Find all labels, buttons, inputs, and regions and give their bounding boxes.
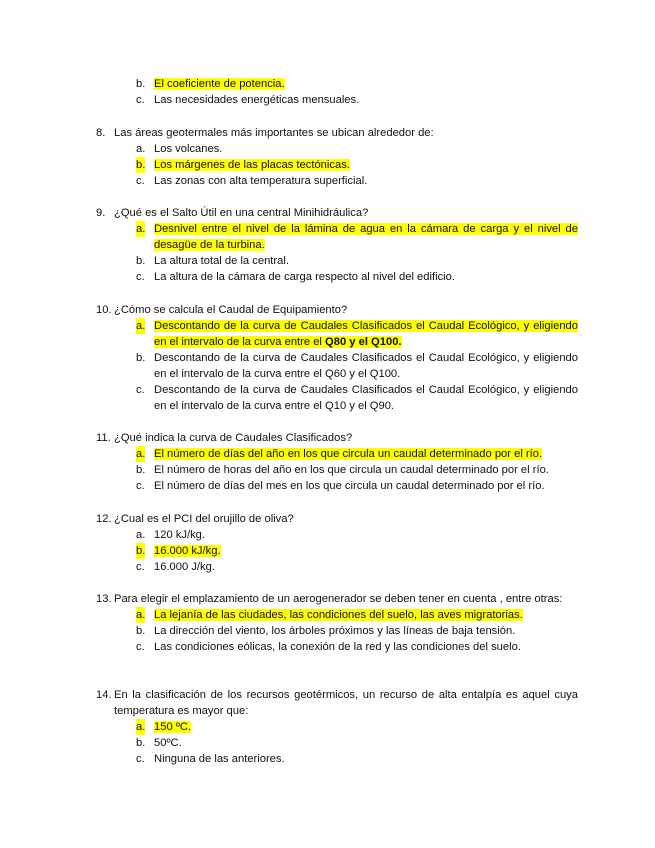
highlighted-answer: Descontando de la curva de Caudales Clasificados el Caudal Ecológico, y eligiendo en el intervalo de la curva entre el Q80 y el Q100. xyxy=(154,320,578,348)
highlighted-answer: El coeficiente de potencia. xyxy=(154,78,285,90)
option-c: c. Las condiciones eólicas, la conexión de la red y las condiciones del suelo. xyxy=(136,641,521,653)
question-7-continuation xyxy=(96,76,578,108)
option-a: a. Los volcanes. xyxy=(136,143,223,155)
question-text: 11. ¿Qué indica la curva de Caudales Clasificados? xyxy=(96,432,353,444)
question-text: 13. Para elegir el emplazamiento de un aerogenerador se deben tener en cuenta , entre otras: xyxy=(96,593,563,605)
question-text: 14. En la clasificación de los recursos geotérmicos, un recurso de alta entalpía es aquel cuya temperatura es mayor que: xyxy=(96,689,578,717)
option-b: b. El coeficiente de potencia. xyxy=(136,78,285,90)
option-c: c. Descontando de la curva de Caudales Clasificados el Caudal Ecológico, y eligiendo en el intervalo de la curva entre el Q10 y el Q90. xyxy=(136,384,578,412)
option-b: b. La dirección del viento, los árboles próximos y las líneas de baja tensión. xyxy=(136,625,516,637)
highlighted-answer: Desnivel entre el nivel de la lámina de agua en la cámara de carga y el nivel de desagüe de la turbina. xyxy=(154,223,578,251)
highlighted-answer: 150 ºC. xyxy=(154,721,192,733)
highlighted-answer: Los márgenes de las placas tectónicas. xyxy=(154,159,350,171)
option-b: b. Descontando de la curva de Caudales Clasificados el Caudal Ecológico, y eligiendo en el intervalo de la curva entre el Q60 y el Q100. xyxy=(136,352,578,380)
option-b: b. La altura total de la central. xyxy=(136,255,289,267)
option-a: a. La lejanía de las ciudades, las condiciones del suelo, las aves migratorias. xyxy=(136,609,523,621)
question-11 xyxy=(96,430,578,494)
option-c: c. Las necesidades energéticas mensuales. xyxy=(136,94,360,106)
question-14 xyxy=(96,687,578,767)
question-9 xyxy=(96,205,578,285)
option-a: a. 120 kJ/kg. xyxy=(136,529,205,541)
option-c: c. La altura de la cámara de carga respecto al nivel del edificio. xyxy=(136,271,455,283)
option-b: b. Los márgenes de las placas tectónicas. xyxy=(136,159,350,171)
question-text: 12. ¿Cual es el PCI del orujillo de oliva? xyxy=(96,513,294,525)
option-b: b. El número de horas del año en los que circula un caudal determinado por el río. xyxy=(136,464,549,476)
option-a: a. Descontando de la curva de Caudales Clasificados el Caudal Ecológico, y eligiendo en el intervalo de la curva entre el Q80 y el Q100. xyxy=(136,320,578,348)
option-b: b. 50ºC. xyxy=(136,737,182,749)
option-c: c. 16.000 J/kg. xyxy=(136,561,215,573)
option-c: c. El número de días del mes en los que circula un caudal determinado por el río. xyxy=(136,480,545,492)
question-text: 9. ¿Qué es el Salto Útil en una central Minihidráulica? xyxy=(96,207,369,219)
highlighted-answer: 16.000 kJ/kg. xyxy=(154,545,221,557)
question-12 xyxy=(96,511,578,575)
highlighted-answer: El número de días del año en los que circula un caudal determinado por el río. xyxy=(154,448,543,460)
question-10 xyxy=(96,302,578,414)
option-a: a. El número de días del año en los que circula un caudal determinado por el río. xyxy=(136,448,543,460)
option-b: b. 16.000 kJ/kg. xyxy=(136,545,221,557)
option-a: a. 150 ºC. xyxy=(136,721,192,733)
question-13 xyxy=(96,591,578,655)
highlighted-answer: La lejanía de las ciudades, las condiciones del suelo, las aves migratorias. xyxy=(154,609,523,621)
option-c: c. Ninguna de las anteriores. xyxy=(136,753,285,765)
question-text: 8. Las áreas geotermales más importantes se ubican alrededor de: xyxy=(96,127,434,139)
option-a: a. Desnivel entre el nivel de la lámina de agua en la cámara de carga y el nivel de desagüe de la turbina. xyxy=(136,223,578,251)
question-text: 10. ¿Cómo se calcula el Caudal de Equipamiento? xyxy=(96,304,348,316)
question-8 xyxy=(96,125,578,189)
option-c: c. Las zonas con alta temperatura superficial. xyxy=(136,175,368,187)
